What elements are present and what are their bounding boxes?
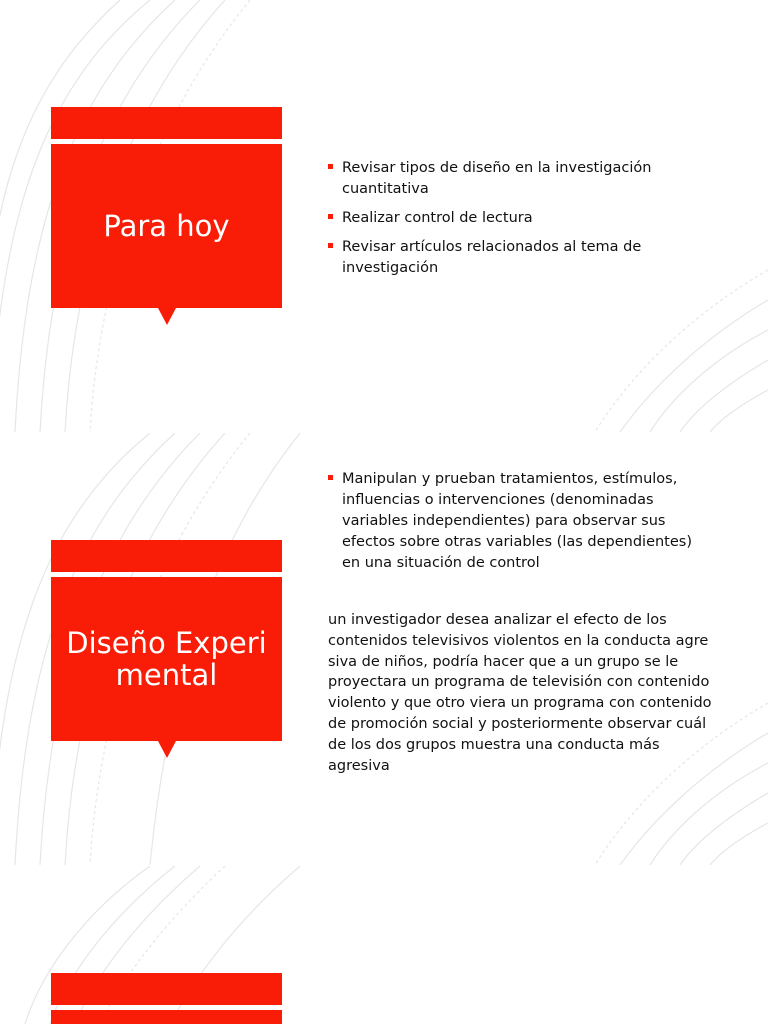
bullet-list — [328, 469, 698, 582]
title-box — [51, 577, 282, 741]
title-accent-bar — [51, 973, 282, 1005]
title-accent-bar — [51, 540, 282, 572]
slide-title: Para hoy — [103, 208, 230, 243]
bullet-marker — [328, 214, 333, 219]
bullet-list — [328, 158, 688, 287]
slide-1 — [0, 0, 768, 432]
list-item: Realizar control de lectura — [328, 208, 688, 229]
slide-title: Diseño Experimental — [66, 625, 267, 692]
bullet-marker — [328, 164, 333, 169]
list-item: Revisar artículos relacionados al tema de investigación — [328, 237, 688, 279]
title-box — [51, 1010, 282, 1024]
example-paragraph: un investigador desea analizar el efecto de los contenidos televisivos violentos en la conducta agre siva de niños, podría hacer que a un grupo se le proyectara un programa de televisión con contenido violento y que otro viera un programa con contenido de promoción social y posteriormente observar cuál de los dos grupos muestra una conducta más agresiva — [328, 612, 712, 774]
list-item: Manipulan y prueban tratamientos, estímulos, influencias o intervenciones (denominadas variables independientes) para observar sus efectos sobre otras variables (las dependientes) en una situación de control — [328, 469, 698, 574]
title-pointer — [158, 308, 176, 325]
title-box — [51, 144, 282, 308]
slide-2 — [0, 433, 768, 865]
bullet-marker — [328, 475, 333, 480]
list-item: Revisar tipos de diseño en la investigación cuantitativa — [328, 158, 688, 200]
bullet-marker — [328, 243, 333, 248]
title-accent-bar — [51, 107, 282, 139]
title-pointer — [158, 741, 176, 758]
slide-3 — [0, 866, 768, 1024]
